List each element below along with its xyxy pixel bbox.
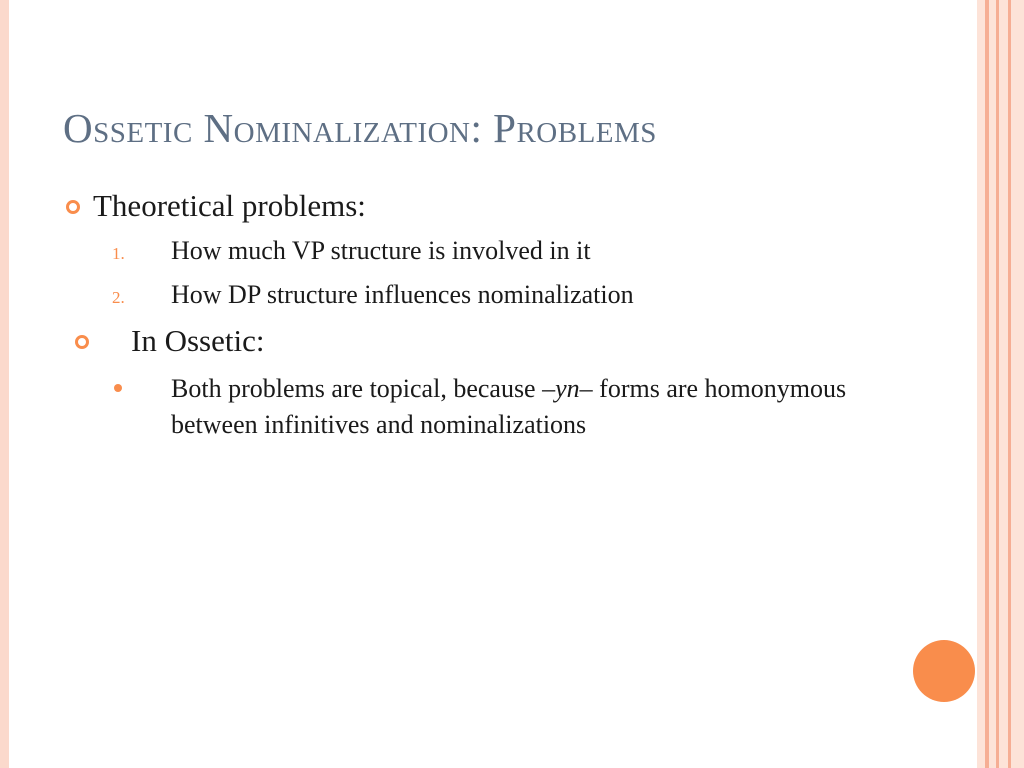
bullet-in-ossetic: In Ossetic: — [131, 323, 265, 358]
ring-bullet-icon — [75, 335, 89, 349]
subitem-text-before: Both problems are topical, because – — [171, 374, 556, 403]
list-number: 2. — [112, 288, 125, 307]
subitem-topical-problems — [171, 371, 891, 443]
subitem-vp-structure: How much VP structure is involved in it — [171, 236, 591, 265]
right-decor-stripe — [989, 0, 996, 768]
subitem-text-after: – forms are homonymous between infinitives and nominalizations — [171, 374, 847, 439]
right-decor-stripe — [977, 0, 985, 768]
list-number: 1. — [112, 244, 125, 263]
decorative-circle — [913, 640, 975, 702]
dot-bullet-icon — [114, 384, 122, 392]
slide-title: Ossetic Nominalization: Problems — [63, 105, 657, 151]
right-decor-stripe — [999, 0, 1008, 768]
subitem-dp-structure: How DP structure influences nominalization — [171, 280, 634, 309]
bullet-theoretical-problems: Theoretical problems: — [93, 188, 366, 223]
subitem-text-italic: yn — [555, 374, 580, 403]
left-border-stripe — [0, 0, 9, 768]
right-decor-stripe — [1011, 0, 1024, 768]
ring-bullet-icon — [66, 200, 80, 214]
